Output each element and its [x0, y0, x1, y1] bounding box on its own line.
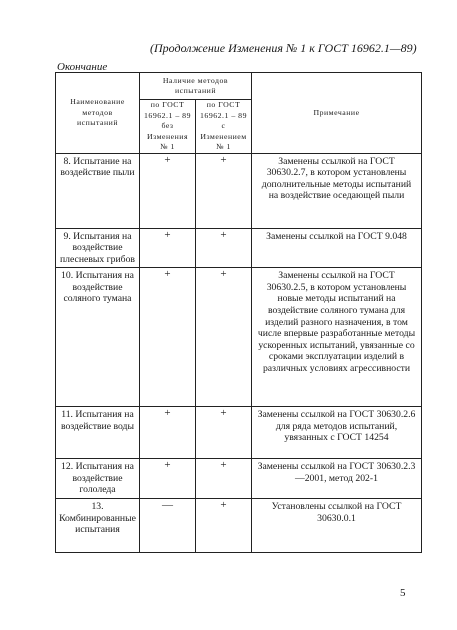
table-row	[56, 407, 422, 459]
method-name-cell: 12. Испытания на воздействие гололеда	[56, 459, 140, 499]
page-number: 5	[400, 587, 406, 599]
with-change-cell: +	[196, 228, 252, 268]
table-row	[56, 499, 422, 553]
with-change-cell: +	[196, 459, 252, 499]
header-availability: Наличие методов испытаний	[140, 73, 252, 100]
header-without-change: по ГОСТ 16962.1 – 89 без Изменения № 1	[140, 100, 196, 154]
method-name-cell: 10. Испытания на воздействие соляного тумана	[56, 268, 140, 407]
method-name-cell: 9. Испытания на воздействие плесневых грибов	[56, 228, 140, 268]
without-change-cell: +	[140, 268, 196, 407]
methods-table	[55, 72, 421, 553]
without-change-cell: +	[140, 407, 196, 459]
with-change-cell: +	[196, 268, 252, 407]
note-cell: Заменены ссылкой на ГОСТ 30630.2.6 для ряда методов испытаний, увязанных с ГОСТ 14254	[252, 407, 422, 459]
page-header: (Продолжение Изменения № 1 к ГОСТ 16962.1—89)	[150, 41, 417, 55]
header-note: Примечание	[252, 73, 422, 154]
method-name-cell: 13. Комбинированные испытания	[56, 499, 140, 553]
table-row	[56, 459, 422, 499]
with-change-cell: +	[196, 407, 252, 459]
header-method-name: Наименование методов испытаний	[56, 73, 140, 154]
note-cell: Заменены ссылкой на ГОСТ 30630.2.7, в котором установлены дополнительные методы испытаний на воздействие оседающей пыли	[252, 153, 422, 228]
section-label: Окончание	[57, 61, 108, 73]
with-change-cell: +	[196, 153, 252, 228]
with-change-cell: +	[196, 499, 252, 553]
method-name-cell: 8. Испытание на воздействие пыли	[56, 153, 140, 228]
header-with-change: по ГОСТ 16962.1 – 89 с Изменением № 1	[196, 100, 252, 154]
without-change-cell: —	[140, 499, 196, 553]
without-change-cell: +	[140, 459, 196, 499]
without-change-cell: +	[140, 153, 196, 228]
table-row	[56, 268, 422, 407]
table-row	[56, 228, 422, 268]
note-cell: Установлены ссылкой на ГОСТ 30630.0.1	[252, 499, 422, 553]
note-cell: Заменены ссылкой на ГОСТ 30630.2.5, в котором установлены новые методы испытаний на воздействие соляного тумана для изделий разного назначения, в том числе впервые разработанные методы ускоренных испытаний, увязанные со сроками эксплуатации изделий в различных условиях агрессивности	[252, 268, 422, 407]
method-name-cell: 11. Испытания на воздействие воды	[56, 407, 140, 459]
without-change-cell: +	[140, 228, 196, 268]
note-cell: Заменены ссылкой на ГОСТ 30630.2.3—2001, метод 202-1	[252, 459, 422, 499]
table-row	[56, 153, 422, 228]
note-cell: Заменены ссылкой на ГОСТ 9.048	[252, 228, 422, 268]
